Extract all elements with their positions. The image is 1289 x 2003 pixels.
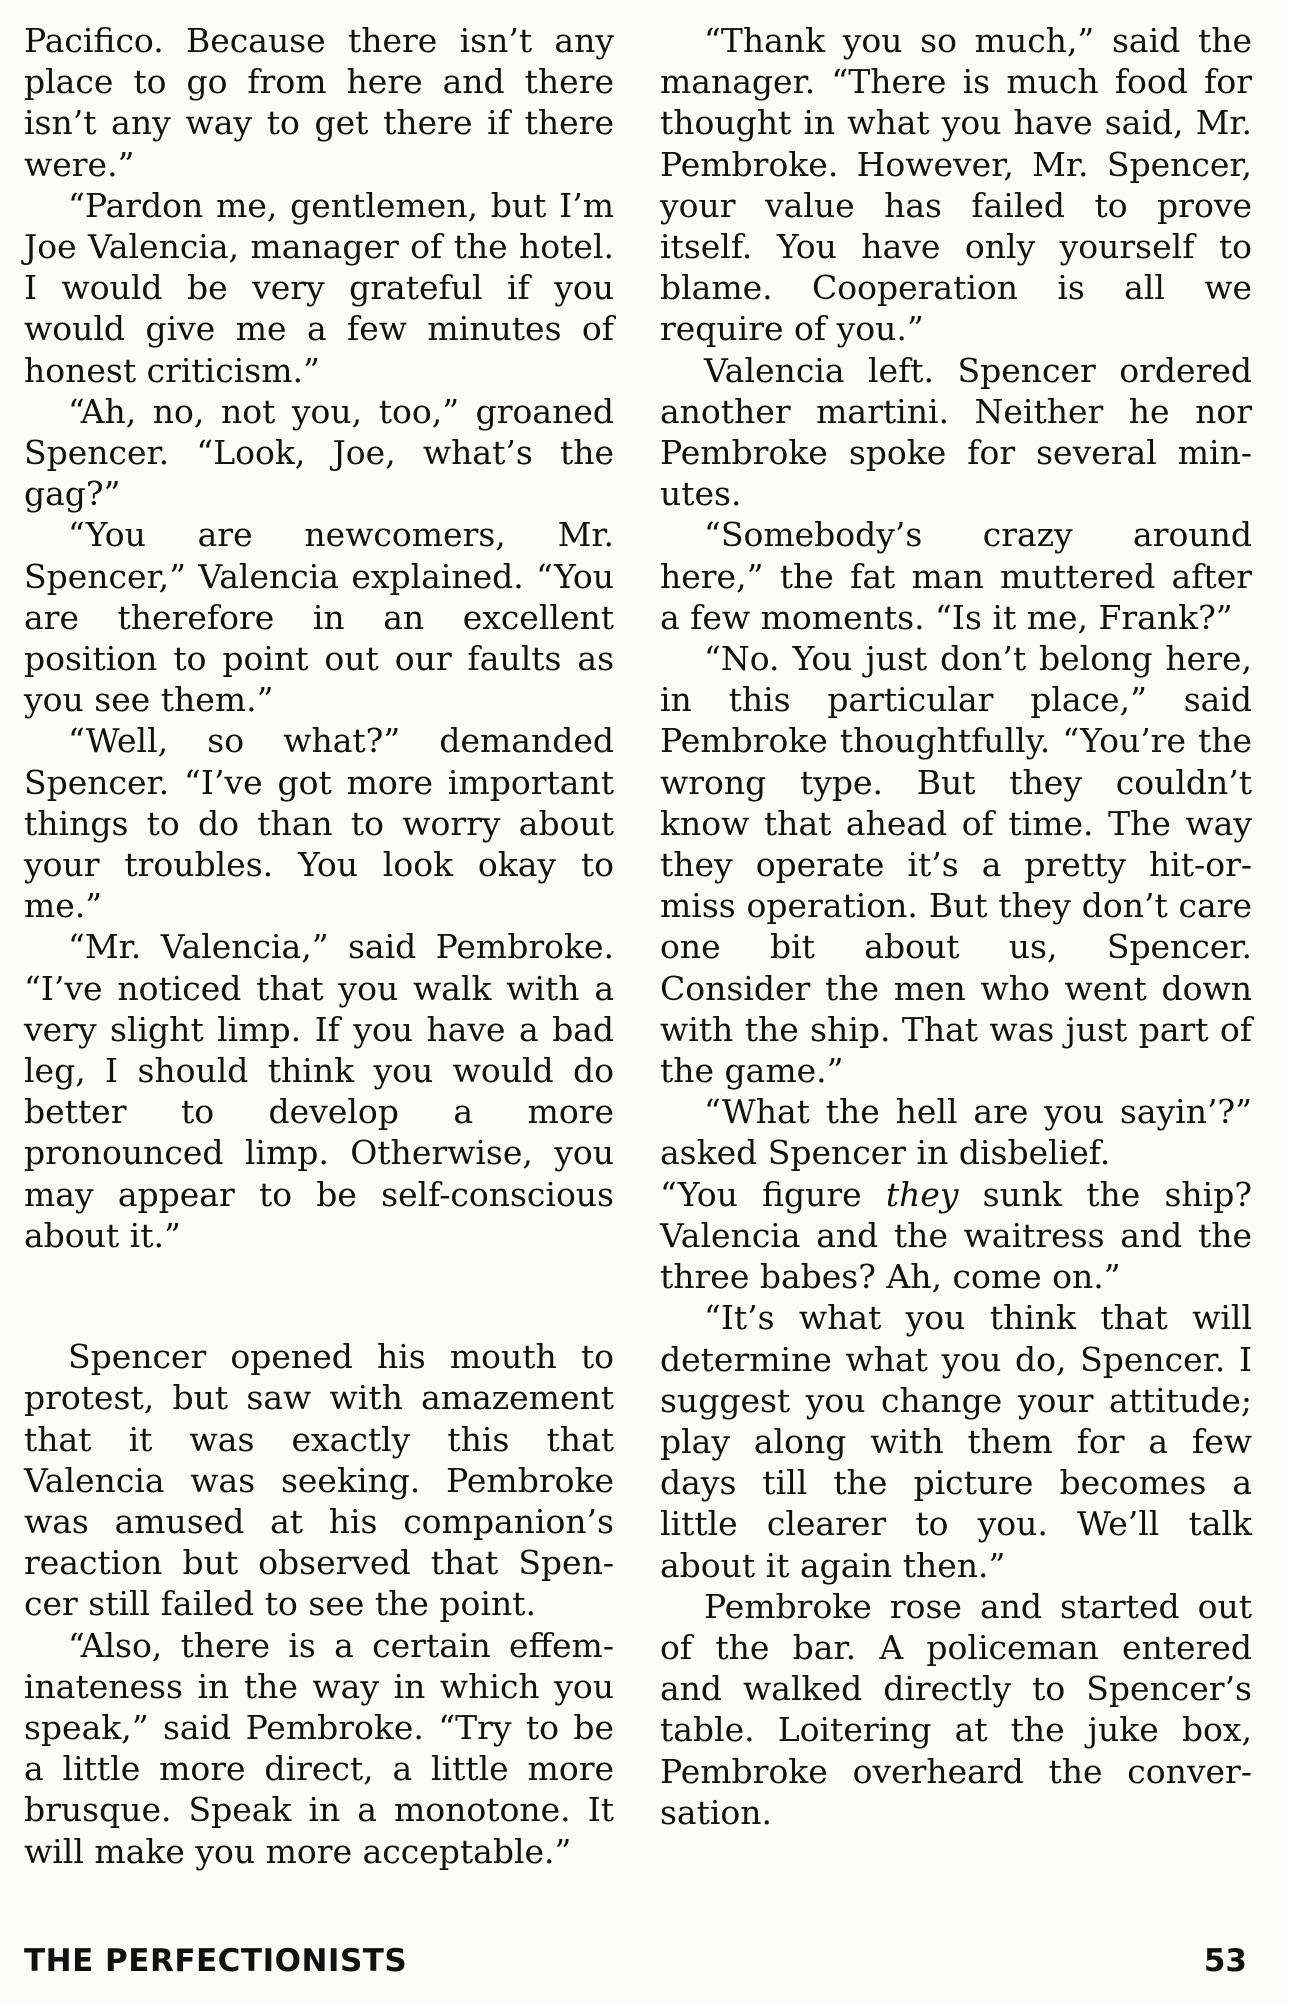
paragraph: “Pardon me, gentlemen, but I’m Joe Valencia, manager of the hotel. I would be very grateful if you would give me a few minutes of honest criticism.” (24, 185, 614, 390)
paragraph-continued (660, 1174, 1252, 1298)
paragraph: “What the hell are you sayin’?” asked Spencer in disbelief. (660, 1092, 1252, 1173)
paragraph: “Well, so what?” demanded Spencer. “I’ve got more important things to do than to worry about your troubles. You look okay to me.” (24, 721, 614, 926)
left-column (24, 20, 614, 1872)
paragraph: “It’s what you think that will determine what you do, Spencer. I suggest you change your attitude; play along with them for a few days till the picture becomes a little clearer to you. We’ll talk about it again then.” (660, 1298, 1252, 1585)
paragraph-text: “You figure (660, 1174, 886, 1214)
paragraph: “You are newcomers, Mr. Spencer,” Valencia explained. “You are therefore in an excellent position to point out our faults as you see them.” (24, 515, 614, 720)
paragraph: “No. You just don’t belong here, in this particular place,” said Pembroke thoughtfully. “You’re the wrong type. But they couldn’t know that ahead of time. The way they operate it’s a pretty hit-or-miss operation. But they don’t care one bit about us, Spencer. Consider the men who went down with the ship. That was just part of the game.” (660, 639, 1252, 1091)
emphasis-text: they (885, 1174, 959, 1214)
paragraph: Spencer opened his mouth to protest, but saw with amazement that it was exactly this that Valencia was seeking. Pembroke was amused at his companion’s reaction but observed that Spencer still failed to see the point. (24, 1337, 614, 1624)
paragraph: “Mr. Valencia,” said Pembroke. “I’ve noticed that you walk with a very slight limp. If you have a bad leg, I should think you would do better to develop a more pronounced limp. Otherwise, you may appear to be self-conscious about it.” (24, 927, 614, 1255)
paragraph: “Thank you so much,” said the manager. “There is much food for thought in what you have said, Mr. Pembroke. However, Mr. Spencer, your value has failed to prove itself. You have only yourself to blame. Cooperation is all we require of you.” (660, 21, 1252, 349)
paragraph-text: sunk the ship? Valencia and the waitress and the three babes? Ah, come on.” (660, 1174, 1253, 1297)
paragraph: Valencia left. Spencer ordered another martini. Neither he nor Pembroke spoke for several minutes. (660, 350, 1252, 514)
paragraph: Pacifico. Because there isn’t any place to go from here and there isn’t any way to get there if there were.” (24, 21, 614, 184)
paragraph: Pembroke rose and started out of the bar. A policeman entered and walked directly to Spencer’s table. Loitering at the juke box, Pembroke overheard the conversation. (660, 1586, 1252, 1832)
paragraph: “Somebody’s crazy around here,” the fat man muttered after a few moments. “Is it me, Frank?” (660, 515, 1252, 637)
running-footer-title: THE PERFECTIONISTS (24, 1943, 408, 1979)
page-number: 53 (1203, 1943, 1247, 1979)
right-column (660, 20, 1252, 1833)
paragraph: “Also, there is a certain effeminateness in the way in which you speak,” said Pembroke. “Try to be a little more direct, a little more brusque. Speak in a monotone. It will make you more acceptable.” (24, 1625, 614, 1871)
paragraph: “Ah, no, not you, too,” groaned Spencer. “Look, Joe, what’s the gag?” (24, 391, 614, 514)
